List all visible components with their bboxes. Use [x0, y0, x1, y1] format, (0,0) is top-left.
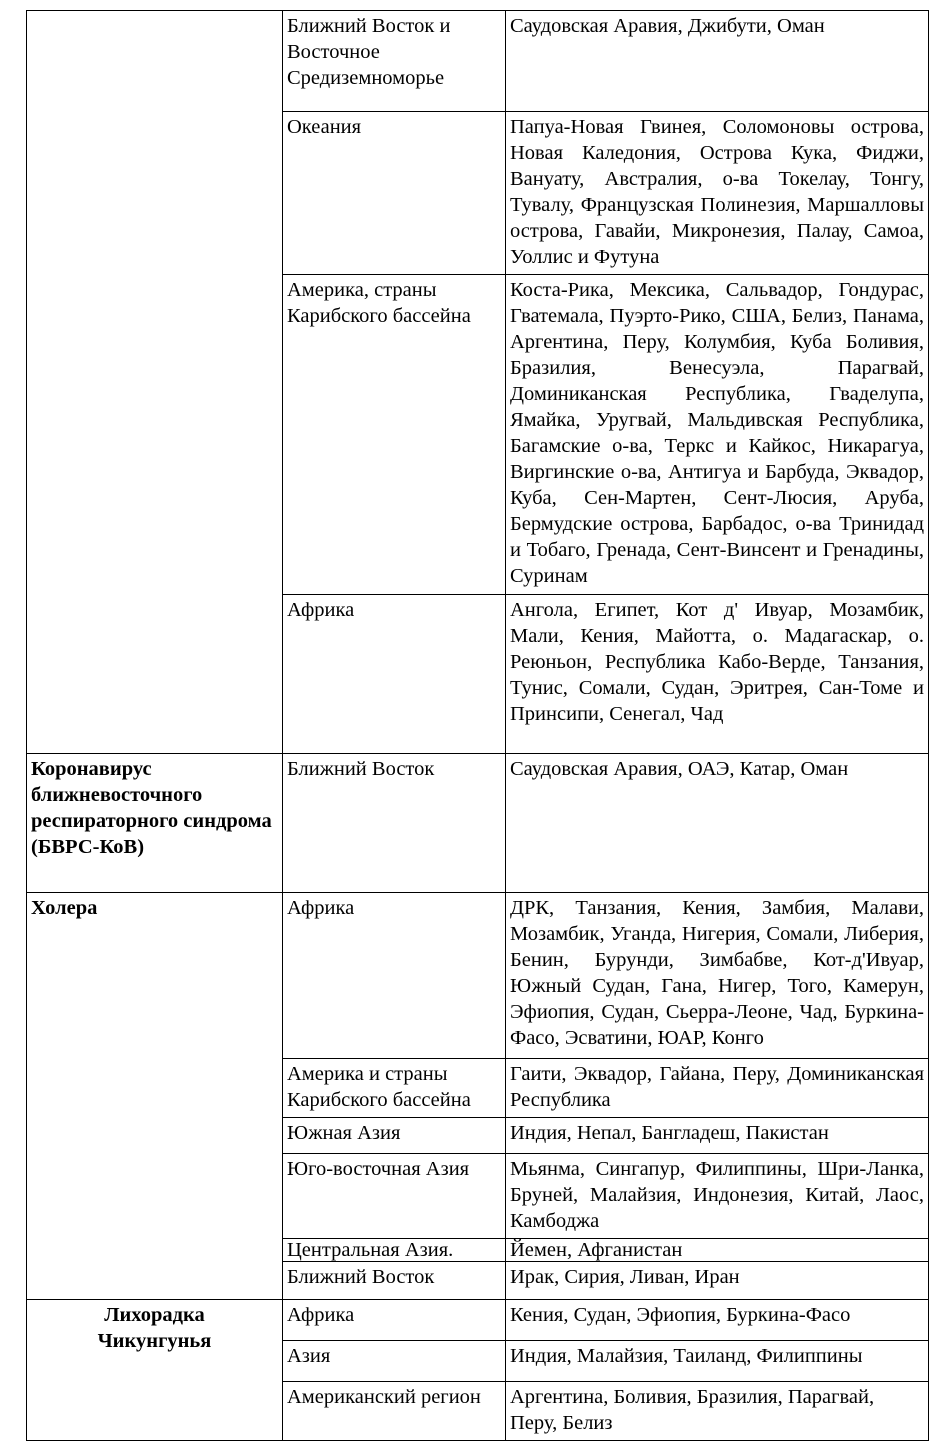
countries-cell: Йемен, Афганистан: [506, 1239, 929, 1262]
countries-cell: Саудовская Аравия, Джибути, Оман: [506, 11, 929, 112]
countries-cell: Коста-Рика, Мексика, Сальвадор, Гондурас, Гватемала, Пуэрто-Рико, США, Белиз, Панама, Аргентина, Перу, Колумбия, Куба Боливия, Бразилия, Венесуэла, Парагвай, Доминиканская Республика, Гваделупа, Ямайка, Уругвай, Мальдивская Республика, Багамские о-ва, Теркс и Кайкос, Никарагуа, Виргинские о-ва, Антигуа и Барбуда, Эквадор, Куба, Сен-Мартен, Сент-Люсия, Аруба, Бермудские острова, Барбадос, о-ва Тринидад и Тобаго, Гренада, Сент-Винсент и Гренадины, Суринам: [506, 275, 929, 595]
document-page: [26, 10, 928, 1441]
countries-cell: Индия, Непал, Бангладеш, Пакистан: [506, 1118, 929, 1154]
countries-cell: Мьянма, Сингапур, Филиппины, Шри-Ланка, Бруней, Малайзия, Индонезия, Китай, Лаос, Камбоджа: [506, 1154, 929, 1239]
region-cell: Ближний Восток и Восточное Средиземноморье: [283, 11, 506, 112]
disease-name-chikungunya: Лихорадка Чикунгунья: [27, 1300, 283, 1441]
table-row: [27, 11, 929, 112]
countries-cell: Ирак, Сирия, Ливан, Иран: [506, 1262, 929, 1300]
disease-name-cholera: Холера: [27, 893, 283, 1300]
region-cell: Юго-восточная Азия: [283, 1154, 506, 1239]
region-cell: Азия: [283, 1341, 506, 1382]
region-cell: Американский регион: [283, 1382, 506, 1441]
disease-cell-continued: [27, 11, 283, 754]
countries-cell: Кения, Судан, Эфиопия, Буркина-Фасо: [506, 1300, 929, 1341]
countries-cell: Ангола, Египет, Кот д' Ивуар, Мозамбик, Мали, Кения, Майотта, о. Мадагаскар, о. Реюньон, Республика Кабо-Верде, Танзания, Тунис, Сомали, Судан, Эритрея, Сан-Томе и Принсипи, Сенегал, Чад: [506, 595, 929, 754]
disease-name-mers: Коронавирус ближневосточного респираторного синдрома (БВРС-КоВ): [27, 754, 283, 893]
table-row: [27, 754, 929, 893]
region-cell: Африка: [283, 893, 506, 1059]
table-row: [27, 1300, 929, 1341]
region-cell: Ближний Восток: [283, 1262, 506, 1300]
region-cell: Африка: [283, 1300, 506, 1341]
countries-cell: Гаити, Эквадор, Гайана, Перу, Доминиканская Республика: [506, 1059, 929, 1118]
region-cell: Океания: [283, 112, 506, 275]
region-cell: Ближний Восток: [283, 754, 506, 893]
disease-region-table: [26, 10, 929, 1441]
region-cell: Африка: [283, 595, 506, 754]
table-row: [27, 893, 929, 1059]
countries-cell: Аргентина, Боливия, Бразилия, Парагвай, Перу, Белиз: [506, 1382, 929, 1441]
countries-cell: Индия, Малайзия, Таиланд, Филиппины: [506, 1341, 929, 1382]
region-cell: Америка и страны Карибского бассейна: [283, 1059, 506, 1118]
countries-cell: Саудовская Аравия, ОАЭ, Катар, Оман: [506, 754, 929, 893]
region-cell: Южная Азия: [283, 1118, 506, 1154]
region-cell: Центральная Азия.: [283, 1239, 506, 1262]
countries-cell: ДРК, Танзания, Кения, Замбия, Малави, Мозамбик, Уганда, Нигерия, Сомали, Либерия, Бенин, Бурунди, Зимбабве, Кот-д'Ивуар, Южный Судан, Гана, Нигер, Того, Камерун, Эфиопия, Судан, Сьерра-Леоне, Чад, Буркина-Фасо, Эсватини, ЮАР, Конго: [506, 893, 929, 1059]
countries-cell: Папуа-Новая Гвинея, Соломоновы острова, Новая Каледония, Острова Кука, Фиджи, Вануату, Австралия, о-ва Токелау, Тонгу, Тувалу, Французская Полинезия, Маршалловы острова, Гавайи, Микронезия, Палау, Самоа, Уоллис и Футуна: [506, 112, 929, 275]
region-cell: Америка, страны Карибского бассейна: [283, 275, 506, 595]
